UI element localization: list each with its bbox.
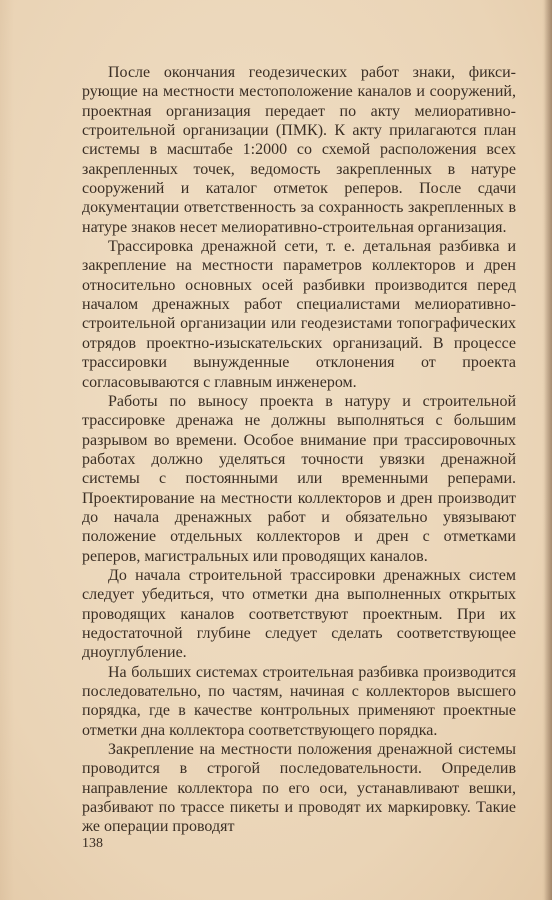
paragraph-6: Закрепление на местности положения дренажной системы проводится в строгой последовательности. Определив направление коллектора по его оси, устанавливают вешки, разбивают по трассе пикеты и проводят их маркировку. Такие же операции проводят — [82, 741, 516, 836]
paragraph-3: Работы по выносу проекта в натуру и строительной трассировке дренажа не должны выполняться с большим разрывом во времени. Особое внимание при трассировочных работах должно уделяться точности увязки дренажной системы с постоянными или временными реперами. Проектирование на местности коллекторов и дрен производит до начала дренажных работ и обязательно увязывают положение отдельных коллекторов и дрен с отметками реперов, магистральных или проводящих каналов. — [82, 392, 516, 565]
paragraph-4: До начала строительной трассировки дренажных систем следует убедиться, что отметки дна выполненных открытых проводящих каналов соответствуют проектным. При их недостаточной глубине следует сделать соответствующее дноуглубление. — [82, 566, 516, 662]
paragraph-1: После окончания геодезических работ знаки, фиксирующие на местности местоположение каналов и сооружений, проектная организация передает по акту мелиоративно-строительной организации (ПМК). К акту прилагаются план системы в масштабе 1:2000 со схемой расположения всех закрепленных точек, ведомость закрепленных в натуре сооружений и каталог отметок реперов. После сдачи документации ответственность за сохранность закрепленных в натуре знаков несет мелиоративно-строительная организация. — [82, 64, 516, 236]
page-number: 138 — [82, 836, 103, 851]
body-text — [82, 63, 516, 837]
page-edge-shadow — [544, 0, 552, 900]
paragraph-5: На больших системах строительная разбивка производится последовательно, по частям, начиная с коллекторов высшего порядка, где в качестве контрольных применяют проектные отметки дна коллектора соответствующего порядка. — [82, 663, 516, 739]
paragraph-2: Трассировка дренажной сети, т. е. детальная разбивка и закрепление на местности параметров коллекторов и дрен относительно основных осей разбивки производится перед началом дренажных работ специалистами мелиоративно-строительной организации или геодезистами топографических отрядов проектно-изыскательских организаций. В процессе трассировки вынужденные отклонения от проекта согласовываются с главным инженером. — [82, 238, 516, 391]
